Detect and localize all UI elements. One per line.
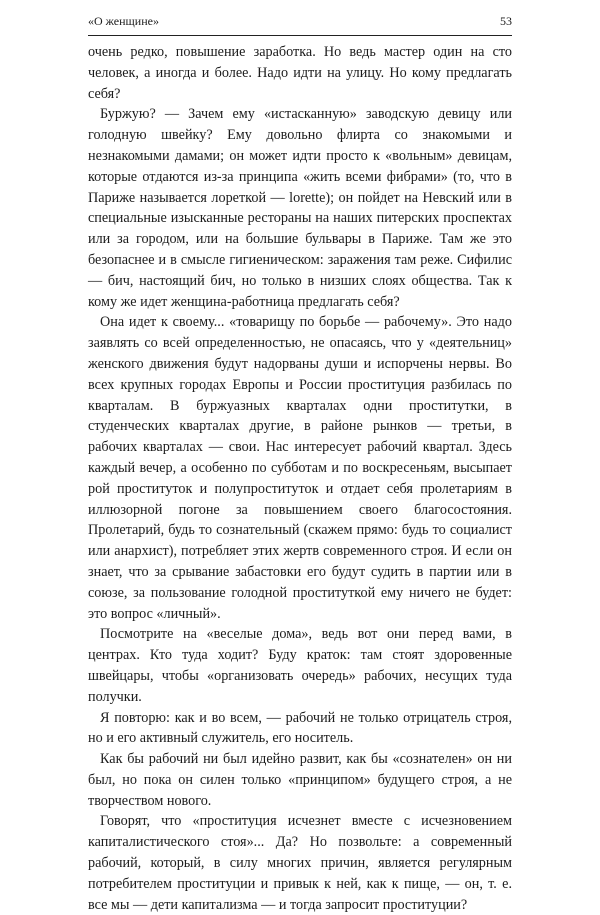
paragraph: Она идет к своему... «товарищу по борьбе — рабочему». Это надо заявлять со всей определенностью, не опасаясь, что у «деятельниц» женского движения будут надорваны души и испорчены нервы. Во всех крупных городах Европы и России проституция разбилась по кварталам. В буржуазных кварталах одни проститутки, в студенческих кварталах другие, в районе рынков — третьи, в рабочих кварталах — свои. Нас интересует рабочий квартал. Здесь каждый вечер, а особенно по субботам и по воскресеньям, высыпает рой проституток и полупроституток и отдает себя пролетариям в иллюзорной погоне за повышением своего благосостояния. Пролетарий, будь то сознательный (скажем прямо: будь то социалист или анархист), потребляет этих жертв современного строя. И если он знает, что за срывание забастовки его будут судить в партии или в союзе, за пользование голодной проституткой ему ничего не будет: это вопрос «личный». [88,314,512,622]
paragraph: Посмотрите на «веселые дома», ведь вот они перед вами, в центрах. Кто туда ходит? Буду краток: там стоят здоровенные швейцары, чтобы «организовать очередь» рабочих, несущих туда получки. [88,626,512,705]
paragraph: Я повторю: как и во всем, — рабочий не только отрицатель строя, но и его активный служитель, его носитель. [88,709,512,747]
book-page [88,14,512,915]
paragraph: Говорят, что «проституция исчезнет вместе с исчезновением капиталистического стоя»... Да? Но позвольте: а современный рабочий, который, в силу многих причин, является регулярным потребителем проституции и привык к ней, как к пище, — он, т. е. все мы — дети капитализма — и тогда запросит проституции? [88,813,512,913]
running-header [88,14,512,36]
paragraph: очень редко, повышение заработка. Но ведь мастер один на сто человек, а иногда и более. Надо идти на улицу. Но кому предлагать себя? [88,44,512,102]
running-title: «О женщине» [88,14,159,28]
paragraph: Буржую? — Зачем ему «истасканную» заводскую девицу или голодную швейку? Ему довольно флирта со знакомыми и незнакомыми дамами; он может идти просто к «вольным» девицам, которые отдаются из-за принципа «жить всеми фибрами» (то, что в Париже называется лореткой — lorette); он пойдет на Невский или в специальные изысканные рестораны на наших питерских проспектах или за городом, или на большие бульвары в Париже. Там же это безопаснее и в смысле гигиеническом: заражения там реже. Сифилис — бич, настоящий бич, но только в низших слоях общества. Так к кому же идет женщина-работница предлагать себя? [88,106,512,310]
paragraph: Как бы рабочий ни был идейно развит, как бы «сознателен» он ни был, но пока он силен только «принципом» будущего строя, а не творчеством нового. [88,751,512,809]
page-number: 53 [500,14,512,28]
page-body [88,42,512,915]
